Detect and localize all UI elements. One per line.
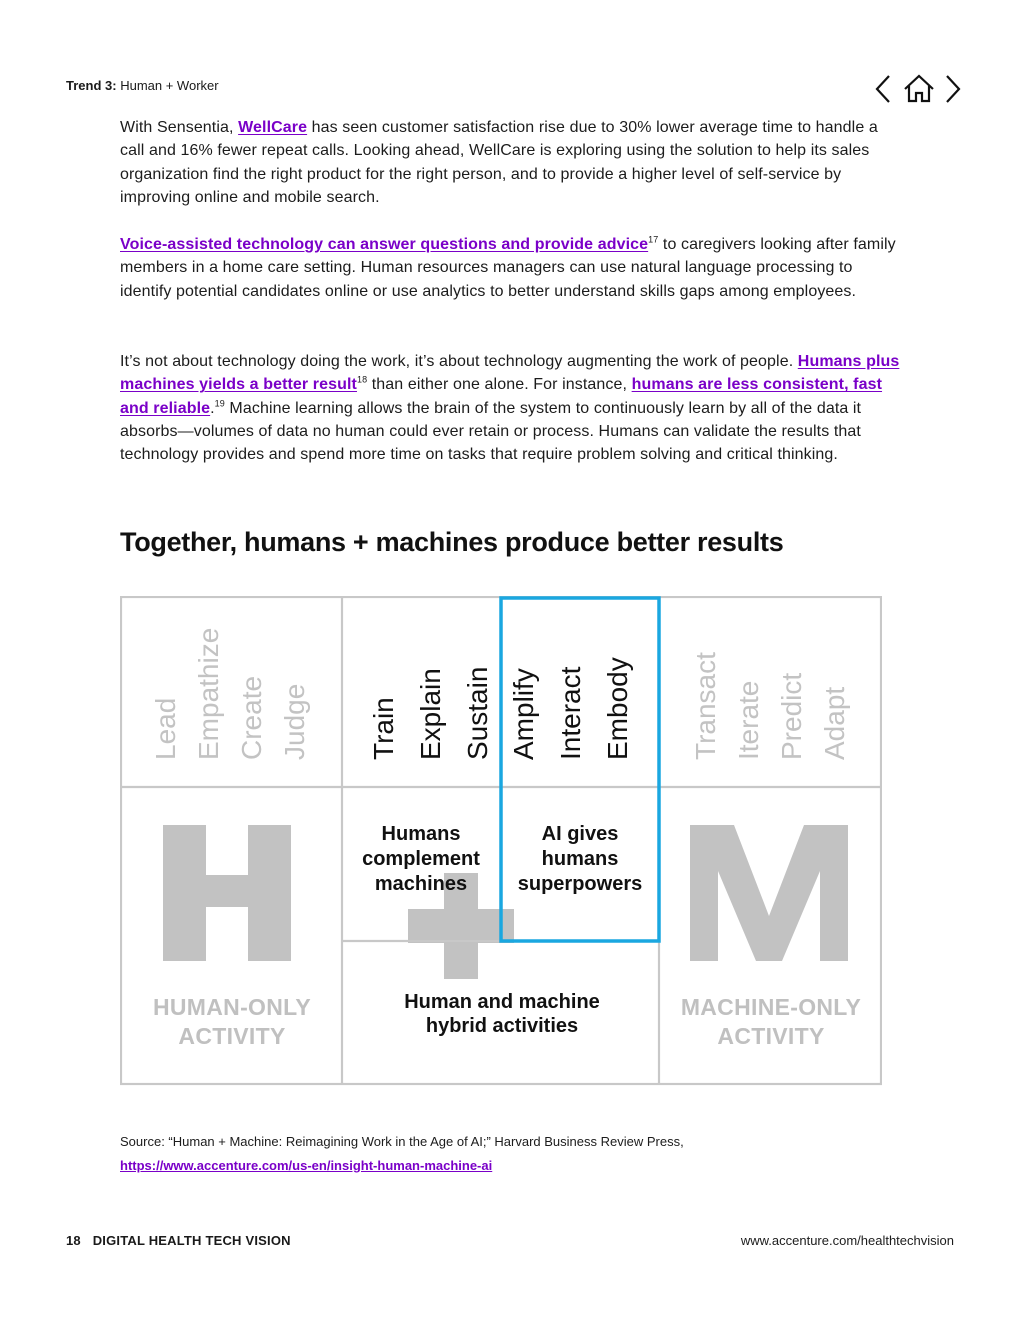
chevron-left-icon[interactable] [872,72,896,106]
m-glyph [690,825,848,961]
word-adapt: Adapt [819,686,850,760]
paragraph-text: to caregivers looking after family members in a home care setting. Human resources managers can use natural language processing to identify potential candidates online or use analytics to better understand skills gaps among employees. [120,236,896,300]
voice-assisted-link[interactable]: Voice-assisted technology can answer questions and provide advice [120,236,649,253]
paragraph-text: It’s not about technology doing the work, it’s about technology augmenting the work of people. [120,353,798,370]
source-note [120,1130,684,1178]
humans-less-consistent-link[interactable]: humans are less consistent, fast and reliable [120,376,883,417]
paragraph-voice-assisted [120,233,900,303]
footnote-17: 17 [648,234,659,245]
word-judge: Judge [279,683,310,760]
superpower-label-line: humans [541,848,619,870]
human-only-label [122,993,342,1051]
word-interact: Interact [555,666,586,760]
word-embody: Embody [602,657,633,760]
trend-header [66,78,219,93]
word-transact: Transact [690,652,721,760]
complement-label-line: Humans [381,823,461,845]
word-create: Create [236,675,267,760]
complement-label-line: complement [362,848,480,870]
human-only-line: HUMAN-ONLY [152,994,312,1020]
footer-publication [66,1233,291,1248]
superpower-label-line: superpowers [517,873,643,895]
home-icon[interactable] [902,72,936,106]
trend-title: Human + Worker [120,78,219,93]
machine-only-label [661,993,881,1051]
page-number: 18 [66,1233,81,1248]
source-text: Source: “Human + Machine: Reimagining Work in the Age of AI;” Harvard Business Review Press, [120,1134,684,1149]
paragraph-text: has seen customer satisfaction rise due to 30% lower average time to handle a call and 16% fewer repeat calls. Looking ahead, WellCare is exploring using the solution to help its sales organization find the right product for the right person, and to provide a higher level of self-service by improving online and mobile search. [120,119,878,206]
wellcare-link[interactable]: WellCare [238,119,308,136]
word-empathize: Empathize [193,627,224,760]
footer-url[interactable]: www.accenture.com/healthtechvision [740,1233,954,1248]
figure-title: Together, humans + machines produce better results [120,527,784,557]
complement-label-line: machines [374,873,468,895]
human-only-line: ACTIVITY [178,1023,286,1049]
word-train: Train [368,697,399,760]
footnote-18: 18 [356,374,368,385]
word-lead: Lead [150,697,181,760]
page-navigation [872,72,964,106]
superpower-label [502,822,658,897]
trend-label: Trend 3: [66,78,117,93]
paragraph-wellcare [120,116,900,209]
word-iterate: Iterate [733,680,764,760]
superpower-label-line: AI gives [541,823,619,845]
machine-only-line: ACTIVITY [717,1023,825,1049]
word-explain: Explain [415,668,446,760]
machine-only-line: MACHINE-ONLY [680,994,862,1020]
hybrid-label-line: Human and machine [404,991,600,1013]
paragraph-text: With Sensentia, [120,119,239,136]
source-link[interactable]: https://www.accenture.com/us-en/insight-human-machine-ai [120,1158,493,1173]
h-glyph [163,825,291,961]
hybrid-label [344,990,660,1038]
hybrid-label-line: hybrid activities [425,1015,579,1037]
word-amplify: Amplify [508,668,539,760]
footnote-19: 19 [214,398,225,409]
humans-plus-machines-link[interactable]: Humans plus machines yields a better result [120,353,900,394]
paragraph-augmenting [120,350,900,466]
paragraph-text: . [210,399,215,417]
complement-label [344,822,498,897]
word-predict: Predict [776,672,807,760]
paragraph-text: than either one alone. For instance, [367,376,632,394]
word-sustain: Sustain [462,666,493,760]
paragraph-text: Machine learning allows the brain of the system to continuously learn by all of the data it absorbs—volumes of data no human could ever retain or process. Humans can validate the results that technology provides and spend more time on tasks that require problem solving and critical thinking. [120,399,862,464]
chevron-right-icon[interactable] [942,72,964,106]
publication-title: DIGITAL HEALTH TECH VISION [92,1233,291,1248]
